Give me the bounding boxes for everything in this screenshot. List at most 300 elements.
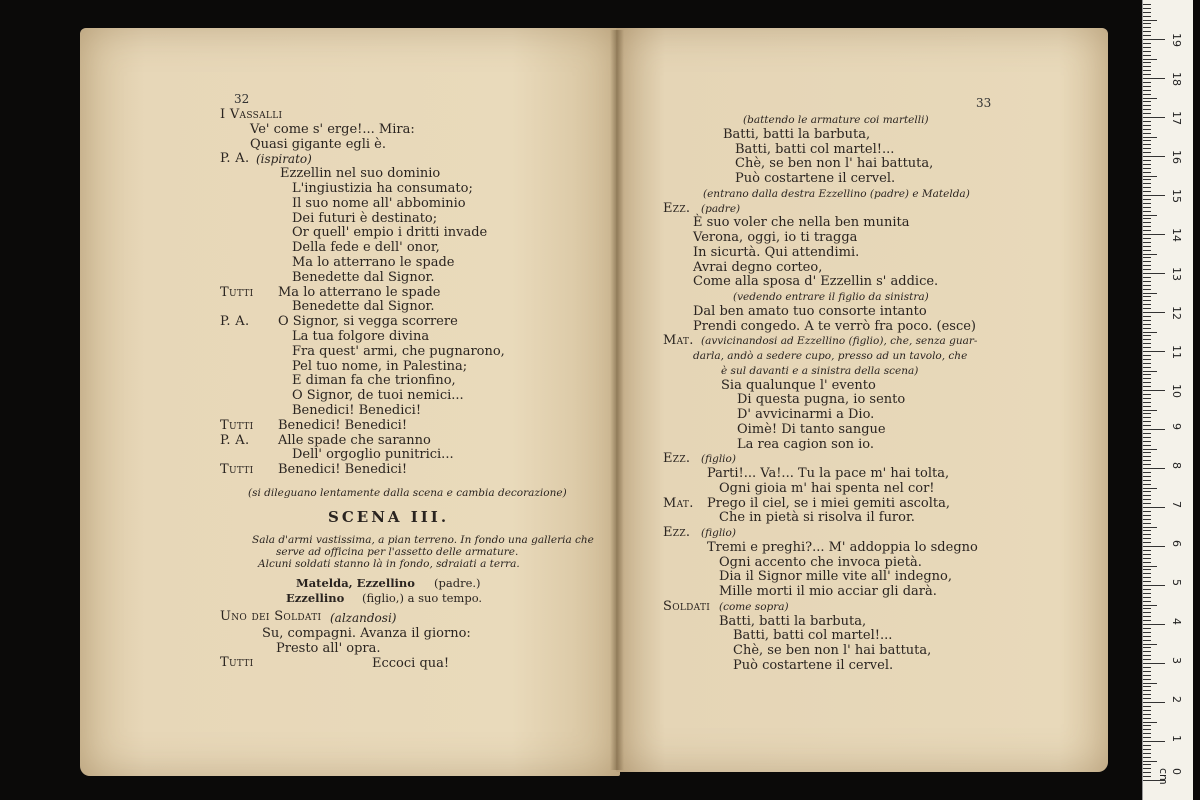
ruler-tick <box>1143 316 1151 317</box>
ruler-tick <box>1143 254 1157 255</box>
ruler-tick <box>1143 35 1151 36</box>
stage-direction: (padre) <box>701 202 741 215</box>
stage-direction: (avvicinandosi ad Ezzellino (figlio), che, senza guar- <box>701 335 978 348</box>
ruler-tick <box>1143 226 1151 227</box>
ruler-tick <box>1143 23 1151 24</box>
ruler-tick <box>1143 296 1151 297</box>
verse-line: Può costartene il cervel. <box>735 171 896 186</box>
verse-line: O Signor, de tuoi nemici... <box>292 388 464 404</box>
ruler-tick <box>1143 371 1157 372</box>
ruler-tick <box>1143 725 1151 726</box>
verse-line: Batti, batti la barbuta, <box>719 613 867 629</box>
ruler-tick <box>1143 538 1151 539</box>
ruler-tick <box>1143 355 1151 356</box>
ruler-tick <box>1143 207 1151 208</box>
verse-line: È suo voler che nella ben munita <box>693 215 910 231</box>
ruler-tick <box>1143 332 1157 333</box>
ruler-tick <box>1143 515 1151 516</box>
ruler-tick <box>1143 4 1151 5</box>
ruler-tick <box>1143 593 1151 594</box>
verse-line: Sia qualunque l' evento <box>721 377 876 393</box>
ruler-tick <box>1143 148 1151 149</box>
tutti-line: Eccoci qua! <box>372 656 450 671</box>
ruler-tick <box>1143 39 1165 40</box>
ruler-tick <box>1143 179 1151 180</box>
verse-line: Che in pietà si risolva il furor. <box>719 510 915 526</box>
ruler-tick <box>1143 741 1165 742</box>
ruler-tick <box>1143 78 1165 79</box>
ruler-tick <box>1143 74 1151 75</box>
ruler-tick <box>1143 679 1151 680</box>
ruler-tick <box>1143 511 1151 512</box>
ruler-tick <box>1143 753 1151 754</box>
ruler-tick <box>1143 324 1151 325</box>
cast-line-2b: (figlio,) a suo tempo. <box>362 591 483 605</box>
ruler-tick <box>1143 211 1151 212</box>
verse-line: Tremi e preghi?... M' addoppia lo sdegno <box>707 539 978 555</box>
ruler-tick <box>1143 137 1157 138</box>
verse-line: Dia il Signor mille vite all' indegno, <box>719 569 952 585</box>
ruler-tick <box>1143 304 1151 305</box>
stage-direction: (figlio) <box>701 527 736 539</box>
ruler-tick <box>1143 573 1151 574</box>
verse-line: Chè, se ben non l' hai battuta, <box>733 643 932 658</box>
ruler-tick <box>1143 581 1151 582</box>
scene-heading: SCENA III. <box>328 508 450 526</box>
ruler-tick <box>1143 550 1151 551</box>
verse-line: La rea cagion son io. <box>737 436 875 452</box>
verse-line: Benedette dal Signor. <box>292 299 435 315</box>
ruler-tick <box>1143 449 1157 450</box>
ruler-number: 11 <box>1170 345 1183 359</box>
ruler-tick <box>1143 546 1165 547</box>
ruler-tick <box>1143 339 1151 340</box>
speaker-label: Tutti <box>220 462 254 478</box>
ruler-tick <box>1143 523 1151 524</box>
ruler-number: 10 <box>1170 384 1183 398</box>
ruler-tick <box>1143 402 1151 403</box>
ruler-tick <box>1143 776 1151 777</box>
right-page-number: 33 <box>976 96 992 110</box>
speaker-label: P. A. <box>220 151 250 167</box>
ruler-tick <box>1143 257 1151 258</box>
ruler-tick <box>1143 542 1151 543</box>
ruler-tick <box>1143 117 1165 118</box>
ruler-tick <box>1143 70 1151 71</box>
ruler-tick <box>1143 51 1151 52</box>
ruler-tick <box>1143 109 1151 110</box>
stage-direction: (si dileguano lentamente dalla scena e cambia decorazione) <box>248 487 567 499</box>
ruler-tick <box>1143 125 1151 126</box>
verse-line: Ogni accento che invoca pietà. <box>719 554 922 570</box>
ruler-tick <box>1143 616 1151 617</box>
ruler-tick <box>1143 199 1151 200</box>
verse-line: Prendi congedo. A te verrò fra poco. (esce) <box>693 318 976 334</box>
ruler-tick <box>1143 308 1151 309</box>
ruler-tick <box>1143 761 1157 762</box>
verse-line: Di questa pugna, io sento <box>737 392 906 408</box>
ruler-tick <box>1143 764 1151 765</box>
ruler-tick <box>1143 328 1151 329</box>
ruler-tick <box>1143 98 1157 99</box>
ruler-tick <box>1143 749 1151 750</box>
ruler-number: 3 <box>1170 657 1183 664</box>
verse-line: Batti, batti la barbuta, <box>723 126 871 142</box>
ruler-tick <box>1143 285 1151 286</box>
ruler-tick <box>1143 667 1151 668</box>
verse-line: Pel tuo nome, in Palestina; <box>292 358 468 374</box>
ruler-tick <box>1143 242 1151 243</box>
ruler-tick <box>1143 413 1151 414</box>
verse-line: O Signor, si vegga scorrere <box>278 314 458 330</box>
ruler-tick <box>1143 519 1151 520</box>
ruler-tick <box>1143 686 1151 687</box>
ruler-tick <box>1143 690 1151 691</box>
ruler-tick <box>1143 612 1151 613</box>
left-page-number: 32 <box>234 92 250 106</box>
ruler-tick <box>1143 27 1151 28</box>
ruler-tick <box>1143 386 1151 387</box>
ruler-tick <box>1143 456 1151 457</box>
verse-line: Benedici! Benedici! <box>292 403 422 418</box>
setting-line-2: serve ad officina per l'assetto delle armature. <box>276 546 519 558</box>
ruler-tick <box>1143 620 1151 621</box>
verse-line: Oimè! Di tanto sangue <box>737 421 886 437</box>
ruler-tick <box>1143 31 1151 32</box>
speaker-label: Ezz. <box>663 525 691 540</box>
verse-line: Benedici! Benedici! <box>278 417 408 433</box>
ruler-tick <box>1143 636 1151 637</box>
ruler-tick <box>1143 269 1151 270</box>
ruler-tick <box>1143 737 1151 738</box>
ruler-tick <box>1143 484 1151 485</box>
ruler-tick <box>1143 460 1151 461</box>
ruler-tick <box>1143 82 1151 83</box>
ruler-tick <box>1143 441 1151 442</box>
ruler-tick <box>1143 55 1151 56</box>
speaker-label: Mat. <box>663 333 694 349</box>
cast-line-1b: (padre.) <box>434 576 481 590</box>
ruler-tick <box>1143 585 1165 586</box>
ruler-tick <box>1143 203 1151 204</box>
ruler-tick <box>1143 433 1151 434</box>
ruler-tick <box>1143 718 1151 719</box>
ruler-label: 0 cm <box>1157 768 1183 785</box>
ruler-tick <box>1143 281 1151 282</box>
ruler-tick <box>1143 495 1151 496</box>
ruler-tick <box>1143 335 1151 336</box>
speaker-label: Ezz. <box>663 451 691 467</box>
ruler-tick <box>1143 530 1151 531</box>
ruler-tick <box>1143 437 1151 438</box>
ruler-tick <box>1143 222 1151 223</box>
ruler-number: 1 <box>1170 735 1183 742</box>
ruler-tick <box>1143 554 1151 555</box>
ruler-number: 7 <box>1170 501 1183 508</box>
ruler-tick <box>1143 12 1151 13</box>
speaker-label: Tutti <box>220 284 254 300</box>
verse-line: L'ingiustizia ha consumato; <box>292 181 473 196</box>
ruler-tick <box>1143 20 1157 21</box>
ruler-tick <box>1143 608 1151 609</box>
ruler-tick <box>1143 683 1157 684</box>
soldier-direction: (alzandosi) <box>330 611 397 625</box>
ruler-tick <box>1143 589 1151 590</box>
ruler-tick <box>1143 183 1151 184</box>
verse-line: Dei futuri è destinato; <box>292 210 438 226</box>
ruler-tick <box>1143 343 1151 344</box>
ruler-tick <box>1143 675 1151 676</box>
ruler-tick <box>1143 640 1151 641</box>
ruler-tick <box>1143 632 1151 633</box>
measuring-ruler <box>1142 0 1193 800</box>
ruler-tick <box>1143 733 1151 734</box>
ruler-tick <box>1143 390 1165 391</box>
ruler-tick <box>1143 601 1151 602</box>
ruler-number: 17 <box>1170 111 1183 125</box>
verse-line: Dal ben amato tuo consorte intanto <box>693 303 927 319</box>
stage-direction: (battendo le armature coi martelli) <box>743 114 929 126</box>
verse-line: Fra quest' armi, che pugnarono, <box>292 343 505 359</box>
speaker-label: P. A. <box>220 432 250 448</box>
ruler-tick <box>1143 367 1151 368</box>
ruler-tick <box>1143 351 1165 352</box>
ruler-number: 4 <box>1170 618 1183 625</box>
ruler-tick <box>1143 234 1165 235</box>
ruler-tick <box>1143 261 1151 262</box>
ruler-tick <box>1143 90 1151 91</box>
ruler-tick <box>1143 698 1151 699</box>
ruler-tick <box>1143 156 1165 157</box>
ruler-tick <box>1143 94 1151 95</box>
ruler-tick <box>1143 468 1165 469</box>
ruler-tick <box>1143 425 1151 426</box>
ruler-tick <box>1143 569 1151 570</box>
ruler-tick <box>1143 647 1151 648</box>
ruler-tick <box>1143 277 1151 278</box>
ruler-tick <box>1143 144 1151 145</box>
verse-line: Avrai degno corteo, <box>693 259 823 275</box>
ruler-tick <box>1143 491 1151 492</box>
ruler-number: 6 <box>1170 540 1183 547</box>
ruler-tick <box>1143 101 1151 102</box>
ruler-tick <box>1143 768 1151 769</box>
tutti-speaker: Tutti <box>220 655 254 670</box>
soldier-line-1: Su, compagni. Avanza il giorno: <box>262 626 471 641</box>
ruler-number: 14 <box>1170 228 1183 242</box>
verse-line: Ezzellin nel suo dominio <box>280 166 441 182</box>
verse-line: Alle spade che saranno <box>278 432 431 448</box>
ruler-tick <box>1143 62 1151 63</box>
ruler-tick <box>1143 47 1151 48</box>
ruler-tick <box>1143 265 1151 266</box>
ruler-tick <box>1143 577 1151 578</box>
ruler-number: 12 <box>1170 306 1183 320</box>
ruler-number: 19 <box>1170 33 1183 47</box>
ruler-tick <box>1143 359 1151 360</box>
ruler-tick <box>1143 476 1151 477</box>
ruler-tick <box>1143 566 1157 567</box>
ruler-tick <box>1143 218 1151 219</box>
verse-line: Può costartene il cervel. <box>733 657 894 673</box>
verse-line: Ma lo atterrano le spade <box>292 255 455 270</box>
verse-line: D' avvicinarmi a Dio. <box>737 407 875 422</box>
ruler-tick <box>1143 745 1151 746</box>
verse-line: Chè, se ben non l' hai battuta, <box>735 156 934 172</box>
ruler-tick <box>1143 562 1151 563</box>
stage-direction: darla, andò a sedere cupo, presso ad un tavolo, che <box>693 350 968 362</box>
ruler-tick <box>1143 398 1151 399</box>
ruler-tick <box>1143 480 1151 481</box>
ruler-tick <box>1143 86 1151 87</box>
ruler-tick <box>1143 417 1151 418</box>
ruler-tick <box>1143 488 1157 489</box>
ruler-tick <box>1143 16 1151 17</box>
ruler-tick <box>1143 105 1151 106</box>
ruler-tick <box>1143 378 1151 379</box>
ruler-tick <box>1143 597 1151 598</box>
verse-line: Or quell' empio i dritti invade <box>292 225 488 241</box>
verse-line: Come alla sposa d' Ezzellin s' addice. <box>693 274 939 290</box>
verse-line: Parti!... Va!... Tu la pace m' hai tolta, <box>707 466 950 481</box>
ruler-tick <box>1143 406 1151 407</box>
ruler-tick <box>1143 152 1151 153</box>
ruler-tick <box>1143 172 1151 173</box>
ruler-tick <box>1143 729 1151 730</box>
verse-line: La tua folgore divina <box>292 329 430 344</box>
ruler-tick <box>1143 445 1151 446</box>
verse-line: Batti, batti col martel!... <box>733 628 893 644</box>
ruler-tick <box>1143 8 1151 9</box>
verse-line: Dell' orgoglio punitrici... <box>292 447 454 463</box>
ruler-tick <box>1143 273 1165 274</box>
ruler-tick <box>1143 113 1151 114</box>
ruler-tick <box>1143 507 1165 508</box>
ruler-tick <box>1143 714 1151 715</box>
ruler-tick <box>1143 644 1157 645</box>
ruler-tick <box>1143 624 1165 625</box>
ruler-tick <box>1143 628 1151 629</box>
stage-direction: (entrano dalla destra Ezzellino (padre) e Matelda) <box>703 187 970 200</box>
ruler-tick <box>1143 772 1151 773</box>
ruler-tick <box>1143 191 1151 192</box>
ruler-tick <box>1143 168 1151 169</box>
speaker-label: Soldati <box>663 598 711 614</box>
speaker-label: Mat. <box>663 495 694 511</box>
verse-line: E diman fa che trionfino, <box>292 373 456 389</box>
ruler-tick <box>1143 694 1151 695</box>
ruler-number: 9 <box>1170 423 1183 430</box>
ruler-tick <box>1143 503 1151 504</box>
ruler-tick <box>1143 722 1157 723</box>
verse-line: Verona, oggi, io ti tragga <box>693 230 858 245</box>
stage-direction: (come sopra) <box>719 600 789 613</box>
ruler-tick <box>1143 133 1151 134</box>
ruler-tick <box>1143 238 1151 239</box>
verse-line: (ispirato) <box>256 152 312 167</box>
ruler-tick <box>1143 663 1165 664</box>
verse-line: Quasi gigante egli è. <box>250 136 387 152</box>
verse-line: Della fede e dell' onor, <box>292 240 440 256</box>
ruler-tick <box>1143 421 1151 422</box>
ruler-tick <box>1143 382 1151 383</box>
ruler-tick <box>1143 410 1157 411</box>
ruler-tick <box>1143 129 1151 130</box>
ruler-number: 13 <box>1170 267 1183 281</box>
ruler-number: 2 <box>1170 696 1183 703</box>
verse-line: Benedette dal Signor. <box>292 269 435 285</box>
speaker-label: P. A. <box>220 314 250 330</box>
verse-line: Batti, batti col martel!... <box>735 141 895 157</box>
ruler-tick <box>1143 394 1151 395</box>
ruler-tick <box>1143 293 1157 294</box>
stage-direction: (vedendo entrare il figlio da sinistra) <box>733 291 929 303</box>
ruler-tick <box>1143 499 1151 500</box>
ruler-tick <box>1143 59 1157 60</box>
book-gutter <box>610 30 624 770</box>
ruler-tick <box>1143 472 1151 473</box>
ruler-tick <box>1143 464 1151 465</box>
ruler-tick <box>1143 140 1151 141</box>
ruler-tick <box>1143 452 1151 453</box>
verse-line: Il suo nome all' abbominio <box>292 195 466 211</box>
ruler-tick <box>1143 246 1151 247</box>
ruler-tick <box>1143 527 1157 528</box>
verse-line: Benedici! Benedici! <box>278 462 408 478</box>
ruler-number: 15 <box>1170 189 1183 203</box>
ruler-tick <box>1143 659 1151 660</box>
verse-line: Ogni gioia m' hai spenta nel cor! <box>719 480 935 496</box>
ruler-number: 8 <box>1170 462 1183 469</box>
ruler-tick <box>1143 230 1151 231</box>
ruler-tick <box>1143 757 1151 758</box>
ruler-tick <box>1143 43 1151 44</box>
verse-line: Prego il ciel, se i miei gemiti ascolta, <box>707 495 951 511</box>
ruler-tick <box>1143 300 1151 301</box>
ruler-tick <box>1143 605 1157 606</box>
ruler-tick <box>1143 655 1151 656</box>
ruler-tick <box>1143 176 1157 177</box>
ruler-tick <box>1143 289 1151 290</box>
ruler-tick <box>1143 320 1151 321</box>
ruler-tick <box>1143 215 1157 216</box>
ruler-tick <box>1143 195 1165 196</box>
ruler-tick <box>1143 671 1151 672</box>
ruler-tick <box>1143 702 1165 703</box>
verse-line: In sicurtà. Qui attendimi. <box>693 244 860 260</box>
soldier-line-2: Presto all' opra. <box>276 641 381 656</box>
speaker-label: Ezz. <box>663 200 691 216</box>
cast-line-1a: Matelda, Ezzellino <box>296 576 415 590</box>
ruler-tick <box>1143 651 1151 652</box>
ruler-tick <box>1143 160 1151 161</box>
ruler-tick <box>1143 347 1151 348</box>
setting-line-3: Alcuni soldati stanno là in fondo, sdraiati a terra. <box>258 558 520 570</box>
ruler-tick <box>1143 363 1151 364</box>
ruler-tick <box>1143 429 1165 430</box>
ruler-tick <box>1143 706 1151 707</box>
verse-line: Ve' come s' erge!... Mira: <box>250 121 415 137</box>
ruler-tick <box>1143 558 1151 559</box>
ruler-tick <box>1143 374 1151 375</box>
speaker-label: I Vassalli <box>220 107 283 122</box>
ruler-tick <box>1143 250 1151 251</box>
ruler-tick <box>1143 187 1151 188</box>
verse-line: Ma lo atterrano le spade <box>278 284 441 300</box>
stage-direction: (figlio) <box>701 453 736 466</box>
ruler-tick <box>1143 534 1151 535</box>
speaker-label: Tutti <box>220 417 254 433</box>
